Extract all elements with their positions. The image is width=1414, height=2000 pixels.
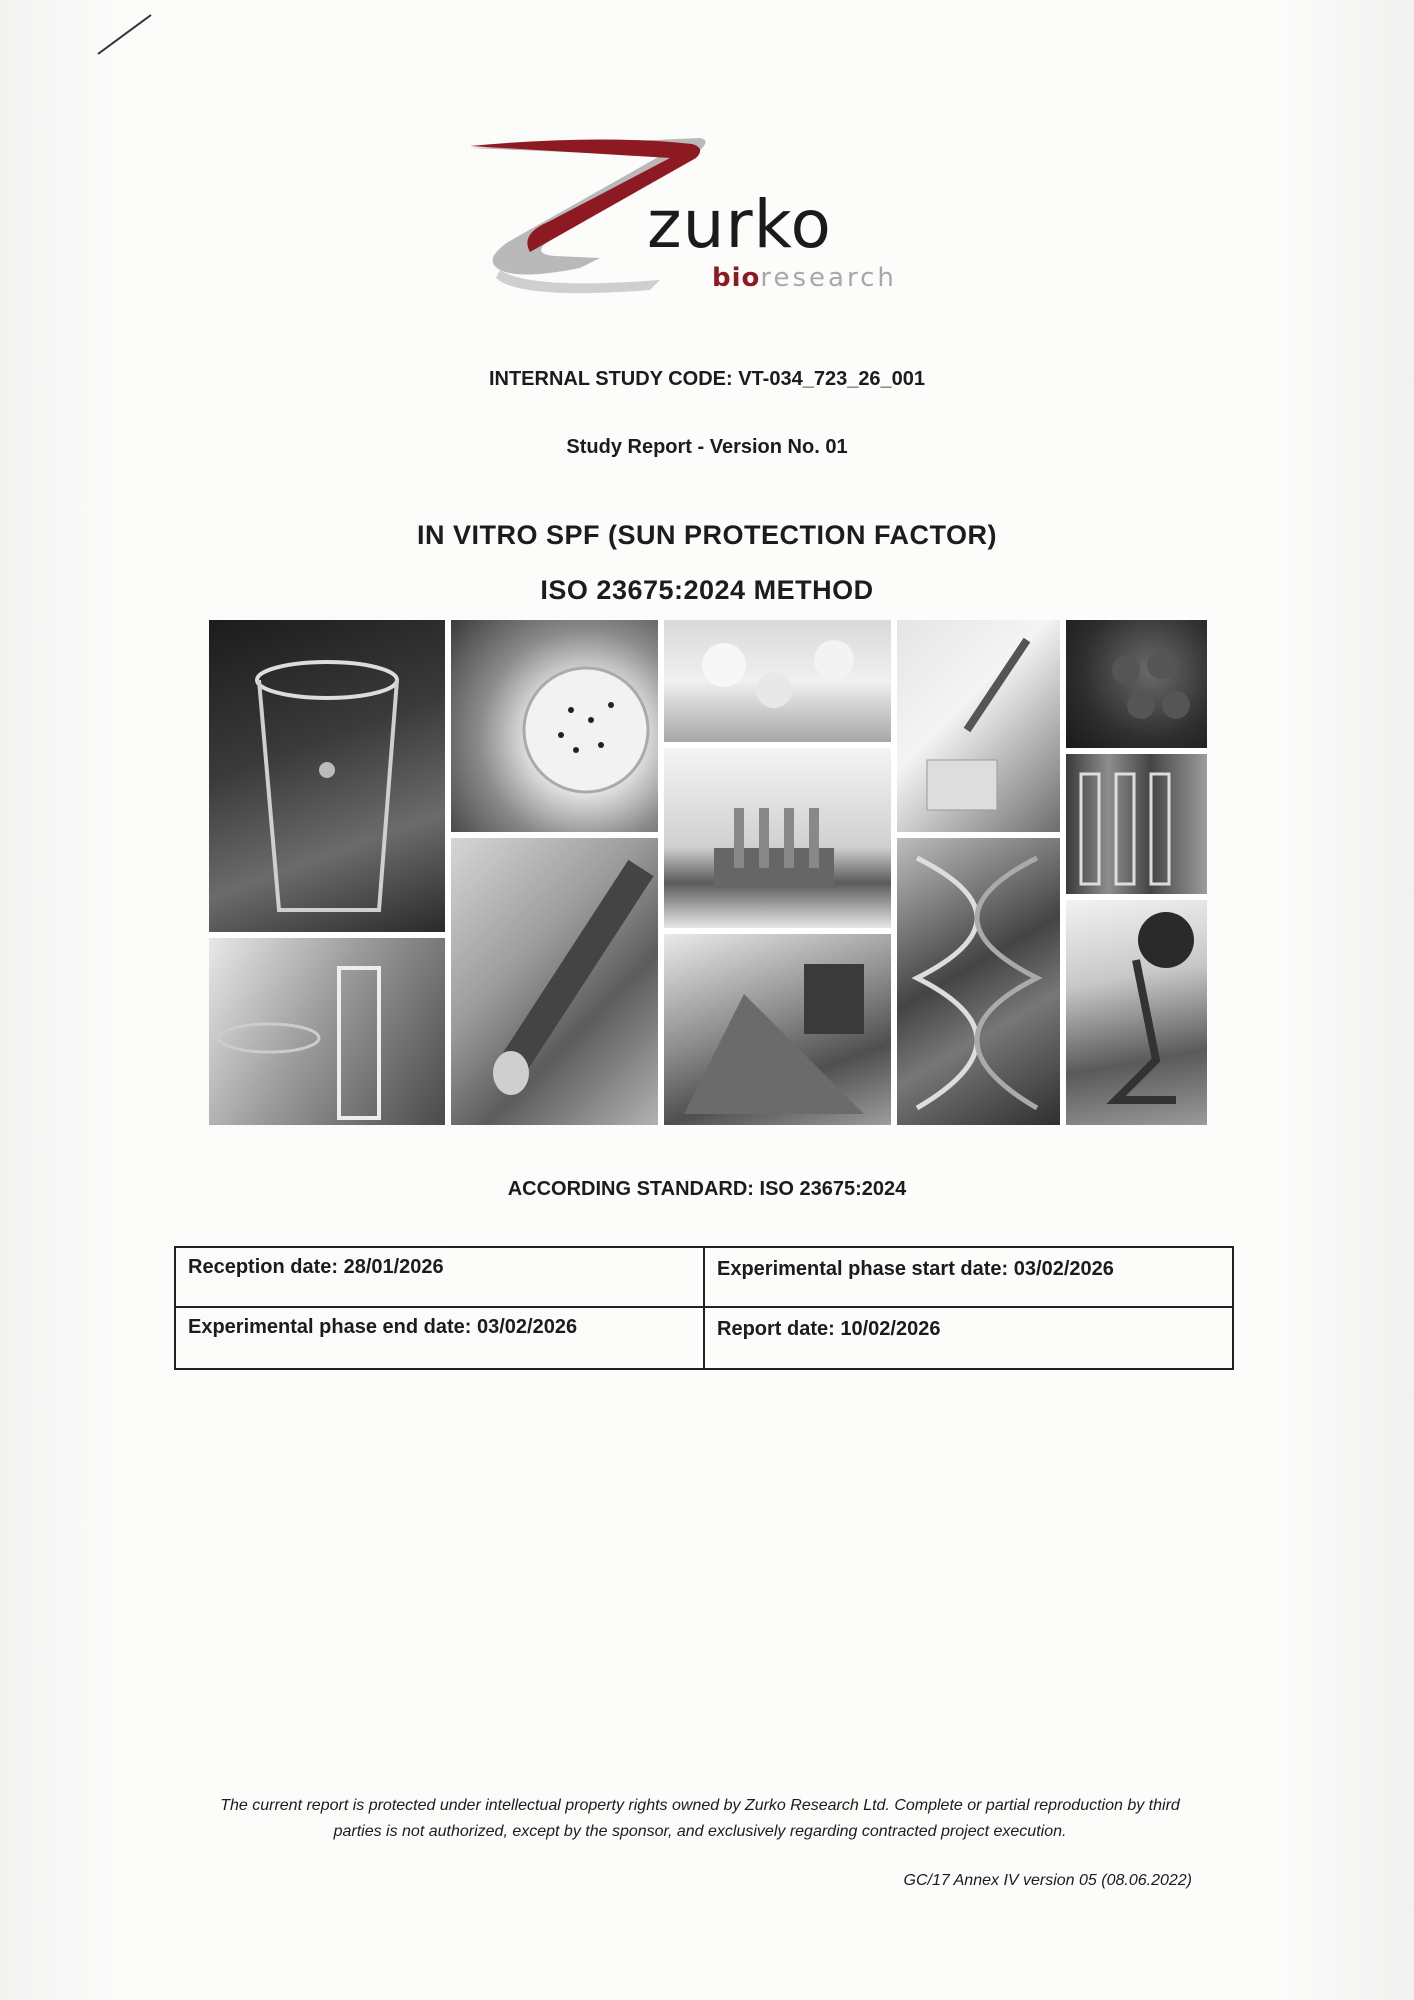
well-plate-photo — [1066, 620, 1207, 748]
experimental-end-date: Experimental phase end date: 03/02/2026 — [176, 1308, 705, 1368]
experimental-start-date: Experimental phase start date: 03/02/2026 — [705, 1248, 1232, 1308]
internal-study-code: INTERNAL STUDY CODE: VT-034_723_26_001 — [488, 368, 926, 390]
petri-dish-icon — [451, 620, 658, 832]
report-title-line2: ISO 23675:2024 METHOD — [540, 575, 874, 605]
report-version: Study Report - Version No. 01 — [566, 436, 848, 458]
beaker-photo — [209, 620, 445, 932]
copyright-note: The current report is protected under intellectual property rights owned by Zurko Research Ltd. Complete or partial reproduction by third parties is not authorized, except by the sponsor, and exclusively regarding contracted project execution. — [220, 1797, 1180, 1840]
pen-stroke-mark — [95, 12, 155, 57]
test-tubes-icon — [1066, 754, 1207, 894]
glassware-photo — [209, 938, 445, 1125]
tube-rack-photo — [664, 748, 891, 928]
cells-photo — [664, 620, 891, 742]
logo-sub-light: research — [760, 263, 897, 293]
dna-helix-icon — [897, 838, 1060, 1125]
reception-date: Reception date: 28/01/2026 — [176, 1248, 705, 1308]
microscope-photo — [1066, 900, 1207, 1125]
logo-wordmark: zurko — [647, 186, 832, 263]
logo-sub-bold: bio — [712, 263, 761, 293]
flask-icon — [451, 838, 658, 1125]
lab-photo-collage — [209, 620, 1207, 1125]
liquid-pour-photo — [451, 838, 658, 1125]
dna-photo — [897, 838, 1060, 1125]
logo-subtitle — [712, 265, 897, 291]
pipette-icon — [897, 620, 1060, 832]
test-tubes-photo — [1066, 754, 1207, 894]
report-date: Report date: 10/02/2026 — [717, 1318, 941, 1340]
test-tube-icon — [209, 938, 445, 1125]
report-title-line1: IN VITRO SPF (SUN PROTECTION FACTOR) — [416, 520, 998, 550]
zurko-logo — [460, 130, 940, 305]
powder-icon — [664, 934, 891, 1125]
cells-icon — [664, 620, 891, 742]
microscope-icon — [1066, 900, 1207, 1125]
form-version-code: GC/17 Annex IV version 05 (08.06.2022) — [903, 1872, 1192, 1889]
tube-rack-icon — [664, 748, 891, 928]
well-plate-icon — [1066, 620, 1207, 748]
powder-photo — [664, 934, 891, 1125]
dates-table — [174, 1246, 1234, 1370]
beaker-icon — [209, 620, 445, 932]
pipette-photo — [897, 620, 1060, 832]
according-standard: ACCORDING STANDARD: ISO 23675:2024 — [507, 1178, 907, 1200]
petri-dish-photo — [451, 620, 658, 832]
